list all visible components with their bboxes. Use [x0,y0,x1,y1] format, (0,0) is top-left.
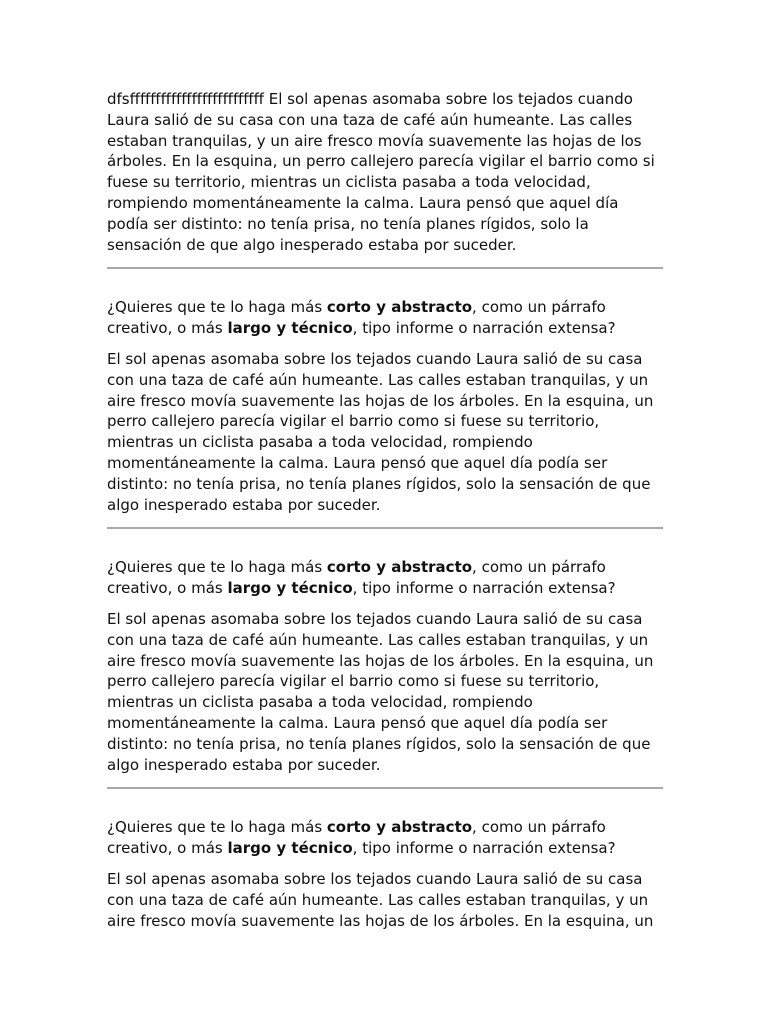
question-text: , tipo informe o narración extensa? [352,839,616,858]
section-2 [107,529,663,775]
document-page [107,89,663,943]
question-text: , como un párrafo creativo, o más [107,818,606,858]
question-paragraph [107,817,663,859]
question-text: , como un párrafo creativo, o más [107,558,606,598]
question-text: , tipo informe o narración extensa? [352,579,616,598]
question-text: , tipo informe o narración extensa? [352,319,616,338]
question-paragraph [107,557,663,599]
question-text: ¿Quieres que te lo haga más [107,558,327,577]
story-paragraph: El sol apenas asomaba sobre los tejados cuando Laura salió de su casa con una taza de café aún humeante. Las calles estaban tranquilas, y un aire fresco movía suavemente las hojas de los árboles. En la esquina, un [107,869,654,930]
section-1 [107,269,663,515]
question-bold-short: corto y abstracto [326,818,473,837]
question-text: ¿Quieres que te lo haga más [107,298,327,317]
question-bold-short: corto y abstracto [326,558,473,577]
section-3 [107,789,663,931]
question-bold-long: largo y técnico [227,839,353,858]
story-paragraph: El sol apenas asomaba sobre los tejados cuando Laura salió de su casa con una taza de café aún humeante. Las calles estaban tranquilas, y un aire fresco movía suavemente las hojas de los árboles. En la esquina, un perro callejero parecía vigilar el barrio como si fuese su territorio, mientras un ciclista pasaba a toda velocidad, rompiendo momentáneamente la calma. Laura pensó que aquel día podía ser distinto: no tenía prisa, no tenía planes rígidos, solo la sensación de que algo inesperado estaba por suceder. [107,349,654,514]
question-text: , como un párrafo creativo, o más [107,298,606,338]
story-paragraph: El sol apenas asomaba sobre los tejados cuando Laura salió de su casa con una taza de café aún humeante. Las calles estaban tranquilas, y un aire fresco movía suavemente las hojas de los árboles. En la esquina, un perro callejero parecía vigilar el barrio como si fuese su territorio, mientras un ciclista pasaba a toda velocidad, rompiendo momentáneamente la calma. Laura pensó que aquel día podía ser distinto: no tenía prisa, no tenía planes rígidos, solo la sensación de que algo inesperado estaba por suceder. [107,609,654,774]
question-text: ¿Quieres que te lo haga más [107,818,327,837]
intro-paragraph: dfsffffffffffffffffffffffffff El sol apenas asomaba sobre los tejados cuando Laura salió de su casa con una taza de café aún humeante. Las calles estaban tranquilas, y un aire fresco movía suavemente las hojas de los árboles. En la esquina, un perro callejero parecía vigilar el barrio como si fuese su territorio, mientras un ciclista pasaba a toda velocidad, rompiendo momentáneamente la calma. Laura pensó que aquel día podía ser distinto: no tenía prisa, no tenía planes rígidos, solo la sensación de que algo inesperado estaba por suceder. [107,90,655,254]
question-bold-short: corto y abstracto [326,298,473,317]
question-paragraph [107,297,663,339]
question-bold-long: largo y técnico [227,319,353,338]
question-bold-long: largo y técnico [227,579,353,598]
